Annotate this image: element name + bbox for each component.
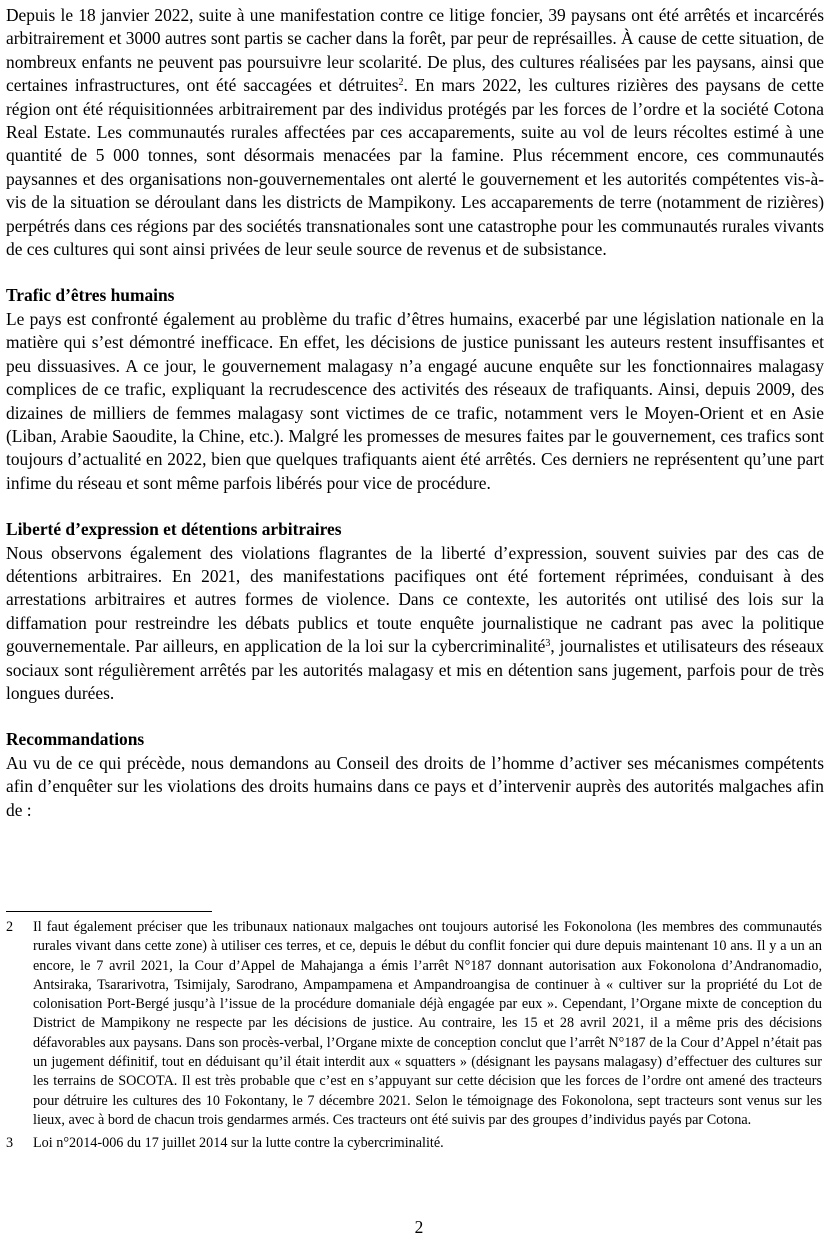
heading-freedom-of-expression: Liberté d’expression et détentions arbitraires bbox=[6, 519, 342, 540]
footnote-separator bbox=[6, 911, 212, 912]
recommendations-paragraph: Au vu de ce qui précède, nous demandons au Conseil des droits de l’homme d’activer ses mécanismes compétents afin d’enquêter sur les violations des droits humains dans ce pays et d’intervenir auprès des autorités malgaches afin de : bbox=[6, 752, 824, 820]
footnote-ref-2[interactable]: 2 bbox=[398, 77, 404, 89]
footnotes bbox=[6, 918, 822, 1158]
footnote-item bbox=[6, 1134, 822, 1153]
freedom-paragraph bbox=[6, 542, 824, 706]
intro-paragraph bbox=[6, 4, 824, 261]
intro-text-part2: . En mars 2022, les cultures rizières des paysans de cette région ont été réquisitionnées arbitrairement par des individus protégés par les forces de l’ordre et la société Cotona Real Estate. Les communautés rurales affectées par ces accaparements, suite au vol de leurs récoltes estimé à une quantité de 5 000 tonnes, sont désormais menacées par la famine. Plus récemment encore, ces communautés paysannes et des organisations non-gouvernementales ont alerté le gouvernement et les autorités compétentes vis-à-vis de la situation se déroulant dans les districts de Mampikony. Les accaparements de terre (notamment de rizières) perpétrés dans ces régions par des sociétés transnationales sont une catastrophe pour les communautés rurales vivants de ces cultures qui sont ainsi privées de leur seule source de revenus et de subsistance. bbox=[6, 75, 824, 260]
footnote-text: Il faut également préciser que les tribunaux nationaux malgaches ont toujours autorisé les Fokonolona (les membres des communautés rurales vivant dans cette zone) à utiliser ces terres, et ce, depuis le début du conflit foncier qui dure depuis maintenant 10 ans. Il y a un an encore, le 7 avril 2021, la Cour d’Appel de Mahajanga a émis l’arrêt N°187 donnant autorisation aux Fokonolona d’Andranomadio, Antsiraka, Tsararivotra, Tsimijaly, Sarodrano, Ampampamena et Ampandroangisa de continuer à « cultiver sur la propriété du Lot de colonisation Port-Bergé jusqu’à l’issue de la procédure domaniale déjà engagée par eux ». Cependant, l’Organe mixte de conception du District de Mampikony ne respecte par les décisions de justice. Au contraire, les 15 et 28 avril 2021, il a même pris des décisions défavorables aux paysans. Dans son procès-verbal, l’Organe mixte de conception conclut que l’arrêt N°187 de la Cour d’Appel n’était pas un jugement définitif, tout en déduisant qu’il était interdit aux « squatters » (désignant les paysans malagasy) d’effectuer des cultures sur les terrains de SOCOTA. Il est très probable que c’est en s’appuyant sur cette décision que les forces de l’ordre ont amené des tracteurs pour détruire les cultures des 10 Fokontany, le 7 décembre 2021. Selon le témoignage des Fokonolona, sept tracteurs sont venus sur les lieux, avec à bord de chacun trois gendarmes armés. Ces tracteurs ont été suivis par des groupes d’individus payés par Cotona. bbox=[33, 919, 822, 1128]
footnote-number: 3 bbox=[6, 1135, 14, 1152]
footnote-item bbox=[6, 918, 822, 1130]
document-body bbox=[6, 4, 824, 822]
heading-trafficking: Trafic d’êtres humains bbox=[6, 285, 175, 306]
freedom-text-part1: Nous observons également des violations flagrantes de la liberté d’expression, souvent suivies par des cas de détentions arbitraires. En 2021, des manifestations pacifiques ont été fortement réprimées, conduisant à des arrestations arbitraires et autres formes de violence. Dans ce contexte, les autorités ont utilisé des lois sur la diffamation pour restreindre les débats publics et toute enquête journalistique ne cadrant pas avec la politique gouvernementale. Par ailleurs, en application de la loi sur la cybercriminalité bbox=[6, 542, 824, 657]
page-number: 2 bbox=[414, 1217, 424, 1237]
freedom-text-part2: , journalistes et utilisateurs des réseaux sociaux sont régulièrement arrêtés par les autorités malagasy et mis en détention sans jugement, parfois pour de très longues durées. bbox=[6, 636, 824, 703]
footnote-text: Loi n°2014-006 du 17 juillet 2014 sur la lutte contre la cybercriminalité. bbox=[33, 1135, 444, 1152]
heading-recommendations: Recommandations bbox=[6, 729, 145, 750]
footnote-ref-3[interactable]: 3 bbox=[545, 638, 551, 650]
footnote-number: 2 bbox=[6, 919, 14, 935]
trafficking-paragraph: Le pays est confronté également au problème du trafic d’êtres humains, exacerbé par une législation nationale en la matière qui s’est démontré inefficace. En effet, les décisions de justice punissant les auteurs restent insuffisantes et peu dissuasives. A ce jour, le gouvernement malagasy n’a engagé aucune enquête sur les fonctionnaires malagasy complices de ce trafic, expliquant la recrudescence des activités des réseaux de trafiquants. Ainsi, depuis 2009, des dizaines de milliers de femmes malagasy sont victimes de ce trafic, notamment vers le Moyen-Orient et en Asie (Liban, Arabie Saoudite, la Chine, etc.). Malgré les promesses de mesures faites par le gouvernement, ces trafics sont toujours d’actualité en 2022, bien que quelques trafiquants aient été arrêtés. Ces derniers ne représentent qu’une part infime du réseau et sont même parfois libérés pour vice de procédure. bbox=[6, 308, 824, 493]
intro-text-part1: Depuis le 18 janvier 2022, suite à une manifestation contre ce litige foncier, 39 paysans ont été arrêtés et incarcérés arbitrairement et 3000 autres sont partis se cacher dans la forêt, par peur de représailles. À cause de cette situation, de nombreux enfants ne peuvent pas poursuivre leur scolarité. De plus, des cultures réalisées par les paysans, ainsi que certaines infrastructures, ont été saccagées et détruites bbox=[6, 5, 824, 96]
